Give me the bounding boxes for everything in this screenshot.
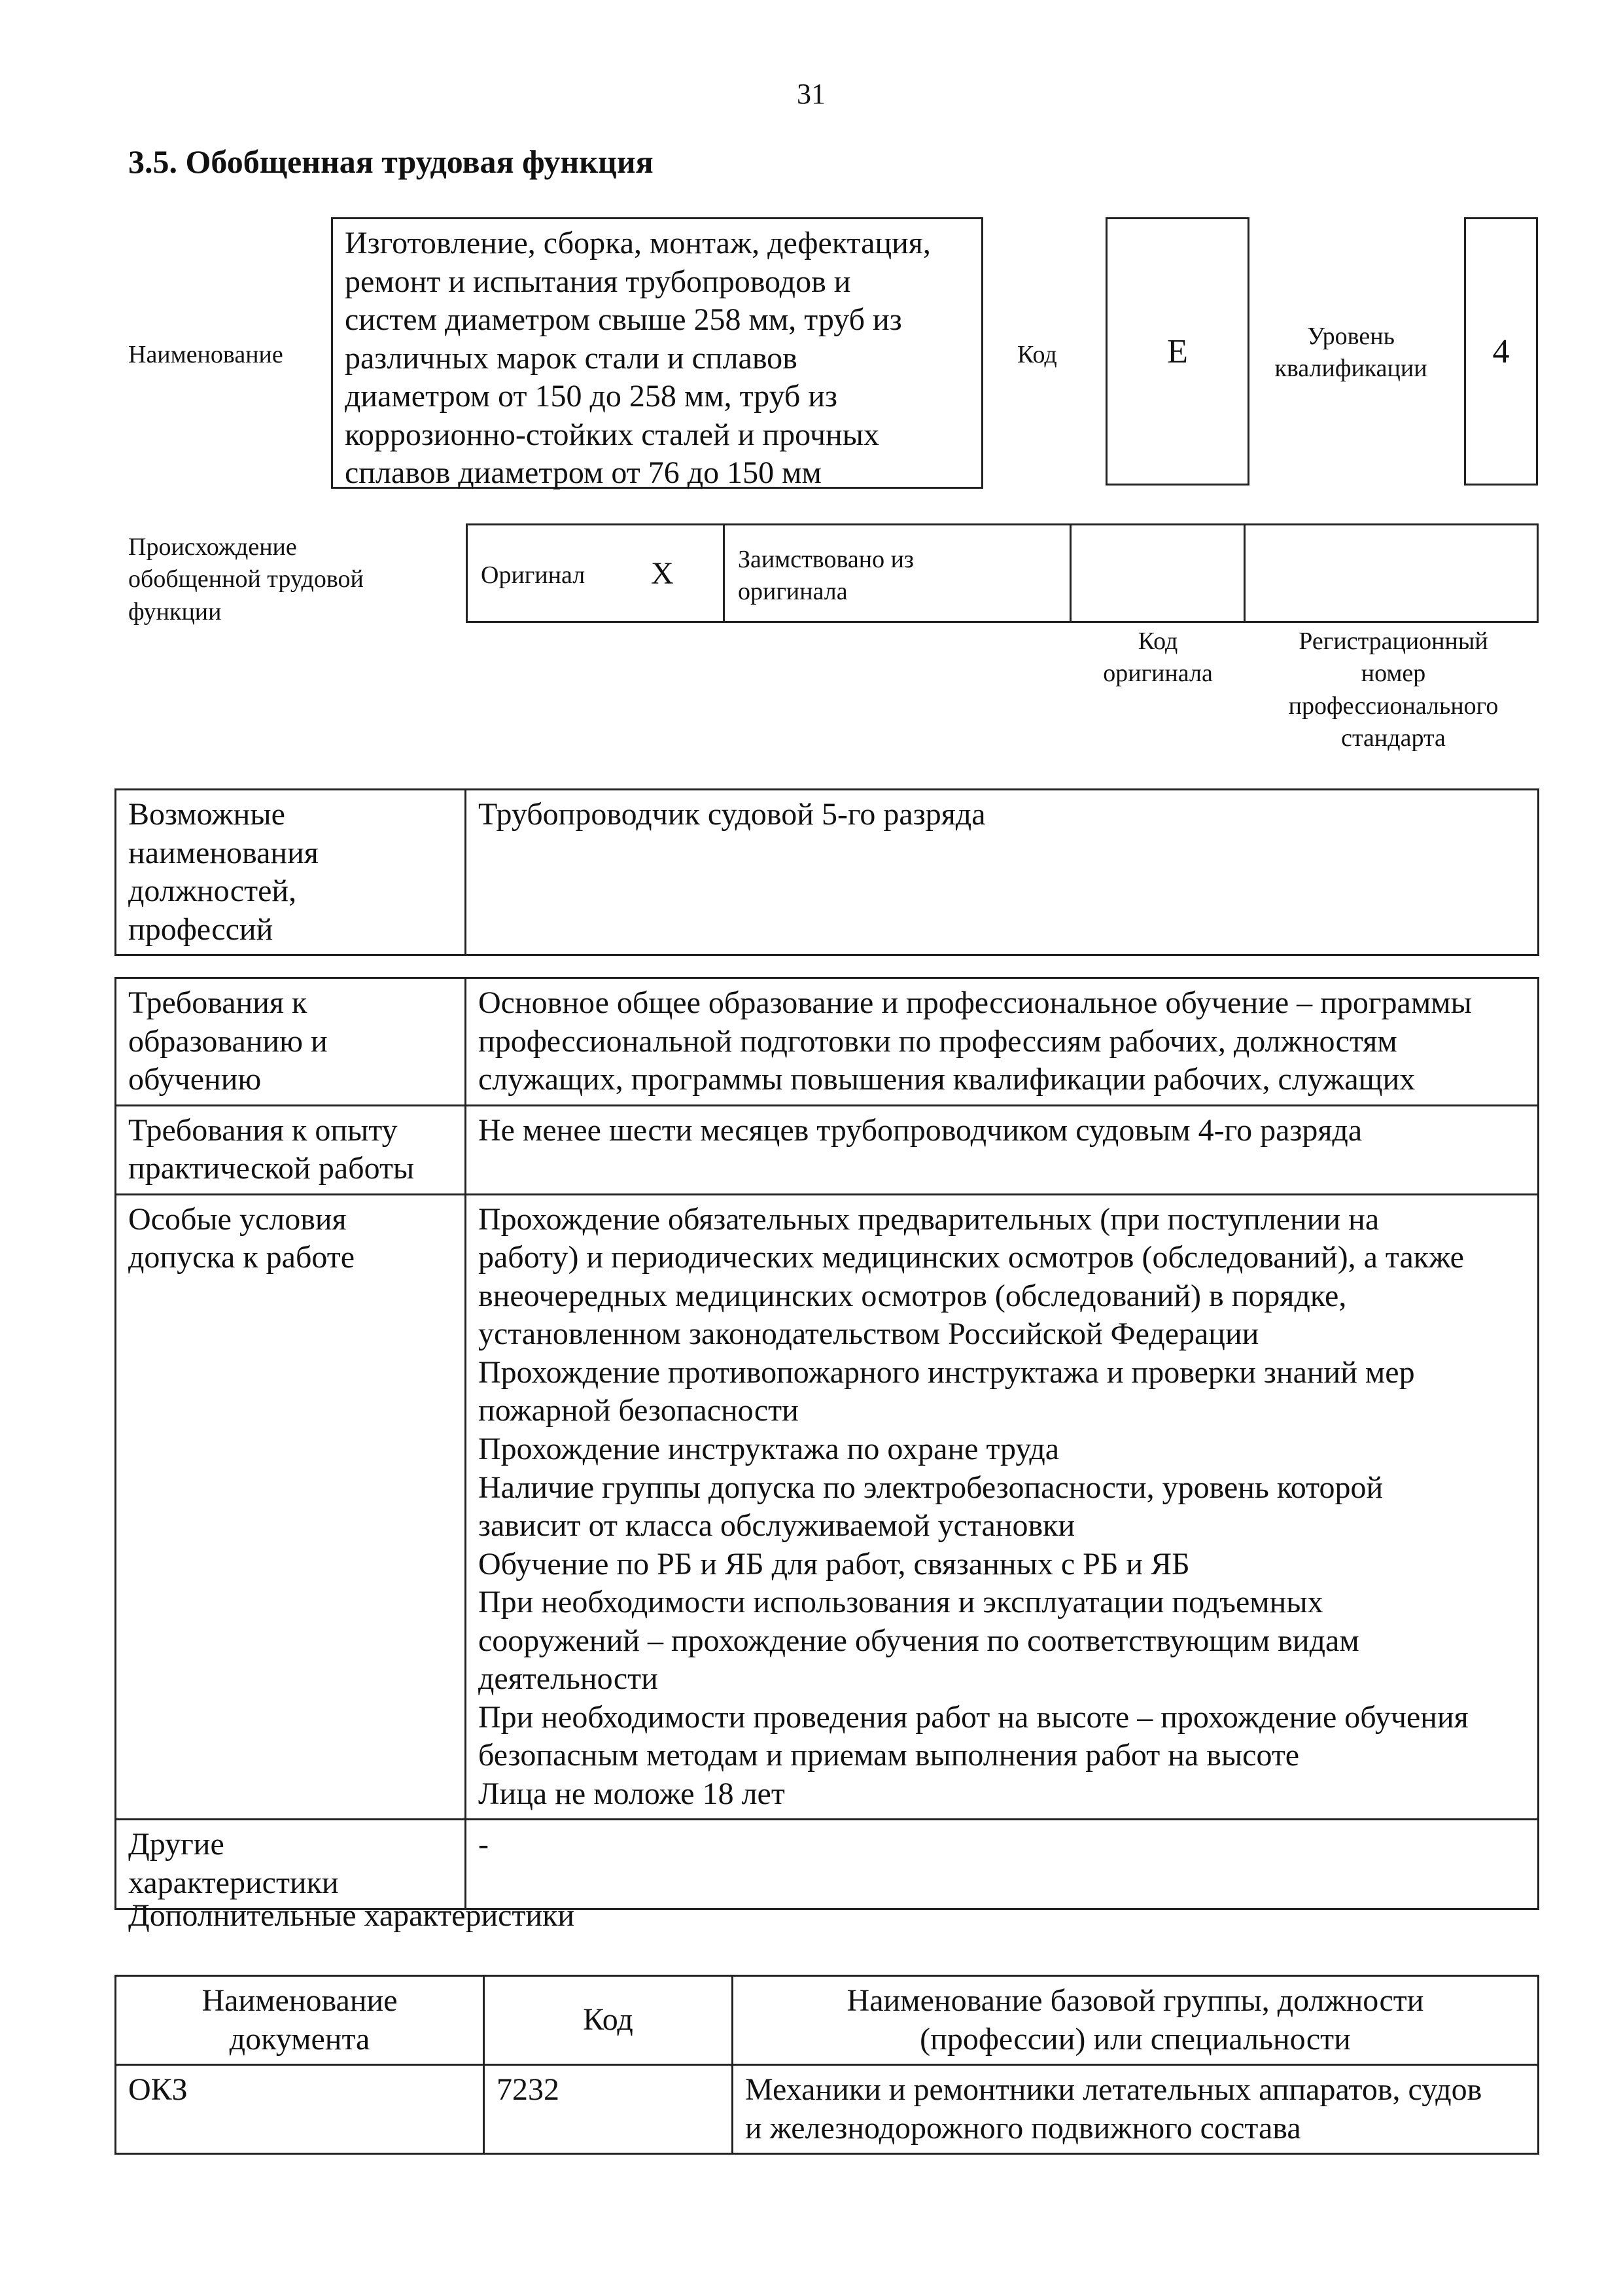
function-name-line: коррозионно-стойких сталей и прочных (345, 417, 879, 452)
value-line: служащих, программы повышения квалификации рабочих, служащих (478, 1062, 1416, 1097)
additional-table (114, 1975, 1539, 2155)
label-line: наименования (128, 835, 319, 870)
row-code-cell: 7232 (484, 2065, 733, 2154)
value-line: безопасным методам и приемам выполнения работ на высоте (478, 1738, 1300, 1773)
caption-line: профессионального (1288, 692, 1499, 720)
label-line: образованию и (128, 1023, 328, 1059)
table-row (116, 1194, 1539, 1820)
positions-label-cell (116, 790, 466, 955)
code-value-box (1106, 217, 1249, 486)
header-code-cell: Код (484, 1976, 733, 2065)
education-label-cell (116, 978, 466, 1106)
header-doc-cell (116, 1976, 484, 2065)
table-row (116, 1105, 1539, 1194)
table-row (116, 790, 1539, 955)
name-label: Наименование (128, 341, 283, 368)
value-line: Прохождение инструктажа по охране труда (478, 1432, 1060, 1467)
value-line: сооружений – прохождение обучения по соответствующим видам (478, 1623, 1359, 1658)
value-line: деятельности (478, 1661, 658, 1697)
header-line: (профессии) или специальности (920, 2021, 1351, 2057)
label-line: практической работы (128, 1151, 415, 1186)
origin-label-line: функции (128, 597, 222, 626)
level-label (1266, 321, 1436, 385)
value-line: пожарной безопасности (478, 1393, 799, 1428)
value-line: установленном законодательством Российской Федерации (478, 1316, 1259, 1352)
function-name-line: различных марок стали и сплавов (345, 340, 797, 376)
value-line: Лица не моложе 18 лет (478, 1776, 785, 1811)
original-code-cell (1072, 525, 1246, 621)
reg-number-caption (1246, 626, 1541, 755)
value-line: Основное общее образование и профессиональное обучение – программы (478, 985, 1472, 1020)
value-line: Обучение по РБ и ЯБ для работ, связанных с РБ и ЯБ (478, 1546, 1190, 1581)
origin-table (466, 523, 1539, 623)
borrowed-label-line: оригинала (738, 578, 848, 606)
additional-title: Дополнительные характеристики (128, 1898, 575, 1933)
caption-line: Регистрационный (1299, 627, 1488, 655)
caption-line: оригинала (1103, 660, 1213, 688)
level-label-line: квалификации (1274, 355, 1427, 383)
header-group-cell (733, 1976, 1539, 2065)
function-name-line: Изготовление, сборка, монтаж, дефектация, (345, 226, 931, 260)
label-line: Требования к опыту (128, 1112, 398, 1148)
caption-line: стандарта (1341, 724, 1446, 752)
table-row (116, 1820, 1539, 1909)
origin-label (128, 531, 364, 628)
label-line: обучению (128, 1062, 262, 1097)
code-original-caption (1070, 626, 1246, 690)
original-mark: X (651, 556, 674, 591)
borrowed-label-line: Заимствовано из (738, 546, 914, 573)
header-line: Наименование базовой группы, должности (846, 1983, 1424, 2018)
table-row (116, 2065, 1539, 2154)
original-label: Оригинал (481, 561, 585, 589)
value-line: зависит от класса обслуживаемой установки (478, 1508, 1075, 1544)
value-line: работу) и периодических медицинских осмотров (обследований), а также (478, 1240, 1464, 1275)
value-line: внеочередных медицинских осмотров (обследований) в порядке, (478, 1278, 1347, 1313)
header-line: Наименование (201, 1983, 398, 2018)
caption-line: номер (1361, 660, 1426, 688)
function-name-line: сплавов диаметром от 76 до 150 мм (345, 455, 822, 491)
label-line: характеристики (128, 1865, 339, 1901)
value-line: При необходимости использования и эксплуатации подъемных (478, 1585, 1323, 1620)
code-label: Код (1017, 341, 1057, 368)
page-number: 31 (797, 78, 826, 110)
label-line: Особые условия (128, 1201, 347, 1237)
special-label-cell (116, 1194, 466, 1820)
value-line: При необходимости проведения работ на высоте – прохождение обучения (478, 1699, 1469, 1735)
origin-original-cell (468, 525, 725, 621)
value-line: профессиональной подготовки по профессиям рабочих, должностям (478, 1023, 1397, 1059)
requirements-table (114, 977, 1539, 1910)
other-value-cell: - (466, 1820, 1539, 1909)
value-line: Прохождение противопожарного инструктажа и проверки знаний мер (478, 1354, 1415, 1390)
experience-value-cell: Не менее шести месяцев трубопроводчиком судовым 4-го разряда (466, 1105, 1539, 1194)
level-label-line: Уровень (1307, 323, 1395, 350)
positions-value-cell: Трубопроводчик судовой 5-го разряда (466, 790, 1539, 955)
special-value-cell (466, 1194, 1539, 1820)
header-line: документа (229, 2021, 370, 2057)
experience-label-cell (116, 1105, 466, 1194)
level-value: 4 (1492, 332, 1510, 370)
education-value-cell (466, 978, 1539, 1106)
label-line: Требования к (128, 985, 307, 1020)
function-name-line: диаметром от 150 до 258 мм, труб из (345, 379, 837, 414)
other-label-cell (116, 1820, 466, 1909)
value-line: Механики и ремонтники летательных аппаратов, судов (745, 2072, 1482, 2108)
table-header-row (116, 1976, 1539, 2065)
origin-label-line: Происхождение (128, 533, 297, 561)
positions-table (114, 788, 1539, 956)
caption-line: Код (1138, 627, 1178, 655)
reg-number-cell (1246, 525, 1537, 621)
function-name-line: ремонт и испытания трубопроводов и (345, 264, 851, 299)
origin-label-line: обобщенной трудовой (128, 565, 364, 593)
function-name-box (331, 217, 983, 489)
value-line: Наличие группы допуска по электробезопасности, уровень которой (478, 1470, 1384, 1505)
section-title: 3.5. Обобщенная трудовая функция (128, 143, 654, 180)
label-line: Другие (128, 1827, 224, 1862)
value-line: Прохождение обязательных предварительных (при поступлении на (478, 1201, 1380, 1237)
table-row (116, 978, 1539, 1106)
label-line: должностей, (128, 874, 297, 909)
row-doc-cell: ОКЗ (116, 2065, 484, 2154)
label-line: Возможные (128, 797, 285, 832)
borrowed-cell (725, 525, 1072, 621)
value-line: и железнодорожного подвижного состава (745, 2110, 1301, 2146)
code-value: E (1167, 332, 1188, 370)
function-name-line: систем диаметром свыше 258 мм, труб из (345, 302, 902, 338)
label-line: допуска к работе (128, 1240, 355, 1275)
row-group-cell (733, 2065, 1539, 2154)
level-value-box (1464, 217, 1538, 486)
label-line: профессий (128, 911, 273, 947)
